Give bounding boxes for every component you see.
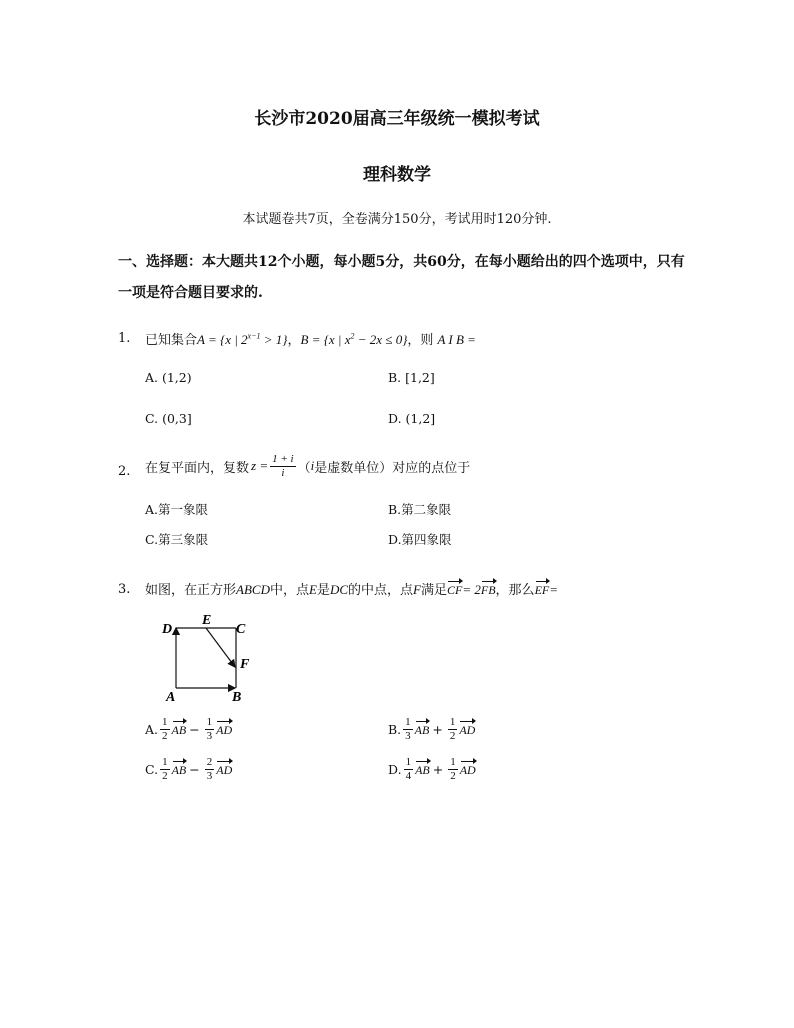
q3-option-c[interactable] — [145, 756, 232, 782]
q3-opt-c-vec1: AB — [172, 760, 187, 778]
frac-den: 2 — [449, 729, 456, 742]
frac-den: 4 — [405, 769, 412, 782]
frac-num: 1 — [405, 756, 412, 768]
q1-option-d[interactable]: D. (1,2] — [388, 411, 436, 426]
label-c: C — [236, 622, 246, 637]
q3-number: 3. — [118, 582, 131, 597]
q1-set-b — [301, 332, 408, 347]
q3-vec-ef: EF — [535, 580, 550, 598]
frac-den: 3 — [206, 769, 213, 782]
q1-expr: A I B = — [437, 332, 476, 347]
q3-opt-a-frac2 — [205, 716, 215, 742]
q3-opt-b-frac2 — [448, 716, 458, 742]
q3-opt-a-vec1: AB — [172, 720, 187, 738]
q3-option-d[interactable] — [388, 756, 476, 782]
q1-text — [145, 329, 476, 348]
q1-option-c[interactable]: C. (0,3] — [145, 411, 192, 426]
q3-text2: 中，点 — [269, 583, 309, 598]
q2-text-suffix: 是虚数单位）对应的点位于 — [314, 460, 471, 476]
vector-ef — [206, 628, 235, 667]
frac-num: 1 — [162, 716, 168, 728]
q1-set-a-exp: x−1 — [247, 331, 261, 341]
q3-opt-a-frac1 — [160, 716, 170, 742]
frac-num: 1 — [405, 716, 411, 728]
q3-opt-c-op: − — [189, 761, 200, 777]
q1-sep: ， — [287, 333, 301, 348]
frac-num: 2 — [206, 756, 213, 768]
q1-set-b-exp: 2 — [350, 331, 355, 341]
q2-option-a[interactable]: A.第一象限 — [145, 502, 209, 517]
q3-option-a[interactable] — [145, 716, 232, 742]
q3-figure — [160, 612, 300, 704]
q3-opt-d-vec1: AB — [415, 760, 430, 778]
q2-option-d[interactable]: D.第四象限 — [388, 532, 452, 547]
q1-set-b-main: B = {x | x — [300, 332, 351, 347]
q3-opt-c-vec2: AD — [216, 760, 232, 778]
frac-den: 3 — [206, 729, 213, 742]
q3-figure-svg — [160, 612, 300, 704]
exam-subtitle: 理科数学 — [363, 165, 431, 185]
q1-text-suffix: ，则 — [407, 333, 434, 348]
q1-option-b[interactable]: B. [1,2] — [388, 370, 435, 385]
q2-text — [145, 453, 470, 479]
q3-opt-c-frac2 — [205, 756, 215, 782]
label-a: A — [166, 690, 176, 704]
q2-i-var: i — [310, 458, 315, 474]
q3-dc: DC — [329, 582, 349, 597]
q3-opt-a-vec2: AD — [216, 720, 232, 738]
q3-opt-a-letter: A. — [145, 721, 159, 737]
q3-text — [145, 579, 558, 598]
q3-opt-d-op: + — [432, 761, 444, 777]
exam-intro: 本试题卷共7页，全卷满分150分，考试用时120分钟. — [242, 212, 552, 227]
q1-set-a — [197, 332, 287, 347]
frac-den: 2 — [450, 769, 456, 782]
q3-opt-b-letter: B. — [388, 721, 402, 737]
q2-text-prefix: 在复平面内，复数 — [145, 460, 250, 476]
q2-frac-num: 1 + i — [272, 453, 294, 465]
q3-text4: 的中点，点 — [348, 583, 414, 598]
q3-opt-c-letter: C. — [145, 761, 159, 777]
q1-option-a[interactable]: A. (1,2) — [145, 370, 192, 385]
q1-set-b-end: − 2x ≤ 0} — [354, 332, 408, 347]
q3-vec-fb: FB — [481, 580, 496, 598]
q3-opt-d-letter: D. — [388, 761, 402, 777]
exam-title: 长沙市2020届高三年级统一模拟考试 — [254, 109, 540, 129]
q3-opt-b-vec1: AB — [415, 720, 430, 738]
q3-text1: 如图，在正方形 — [145, 583, 237, 598]
label-d: D — [162, 622, 173, 637]
frac-num: 1 — [449, 716, 456, 728]
frac-num: 1 — [206, 716, 213, 728]
q3-text3: 是 — [316, 583, 330, 598]
q3-opt-c-frac1 — [160, 756, 170, 782]
q1-text-prefix: 已知集合 — [145, 333, 198, 348]
q2-z: z = — [251, 458, 269, 474]
q3-e: E — [308, 582, 317, 597]
q3-f: F — [413, 582, 421, 597]
q3-abcd: ABCD — [236, 582, 270, 597]
q3-opt-d-frac2 — [448, 756, 458, 782]
q2-option-b[interactable]: B.第二象限 — [388, 502, 452, 517]
q3-text6: ，那么 — [495, 583, 535, 598]
label-b: B — [232, 690, 242, 704]
label-e: E — [202, 613, 212, 628]
section-heading-line2: 一项是符合题目要求的. — [118, 285, 263, 301]
q3-opt-d-vec2: AD — [460, 760, 476, 778]
q2-option-c[interactable]: C.第三象限 — [145, 532, 209, 547]
q1-set-a-main: A = {x | 2 — [197, 332, 248, 347]
q3-opt-b-vec2: AD — [459, 720, 475, 738]
frac-den: 2 — [162, 769, 168, 782]
q3-opt-d-frac1 — [404, 756, 414, 782]
q3-eq2: = — [549, 582, 559, 597]
label-f: F — [240, 657, 250, 672]
q1-set-a-end: > 1} — [260, 332, 288, 347]
q3-opt-a-op: − — [189, 721, 200, 737]
frac-den: 2 — [162, 729, 168, 742]
q2-number: 2. — [118, 464, 131, 479]
frac-num: 1 — [450, 756, 456, 768]
section-heading-line1: 一、选择题：本大题共12个小题，每小题5分，共60分，在每小题给出的四个选项中，只有 — [118, 254, 685, 270]
q3-opt-b-op: + — [432, 721, 443, 737]
q2-fraction — [270, 453, 295, 479]
q3-eq: = 2 — [462, 582, 481, 597]
q1-number: 1. — [118, 331, 131, 346]
q3-opt-b-frac1 — [403, 716, 413, 742]
q2-frac-den: i — [281, 466, 285, 479]
frac-den: 3 — [405, 729, 411, 742]
q3-option-b[interactable] — [388, 716, 475, 742]
q2-text-paren: （ — [297, 460, 311, 476]
q3-vec-cf: CF — [447, 580, 462, 598]
frac-num: 1 — [162, 756, 168, 768]
q3-text5: 满足 — [420, 583, 447, 598]
